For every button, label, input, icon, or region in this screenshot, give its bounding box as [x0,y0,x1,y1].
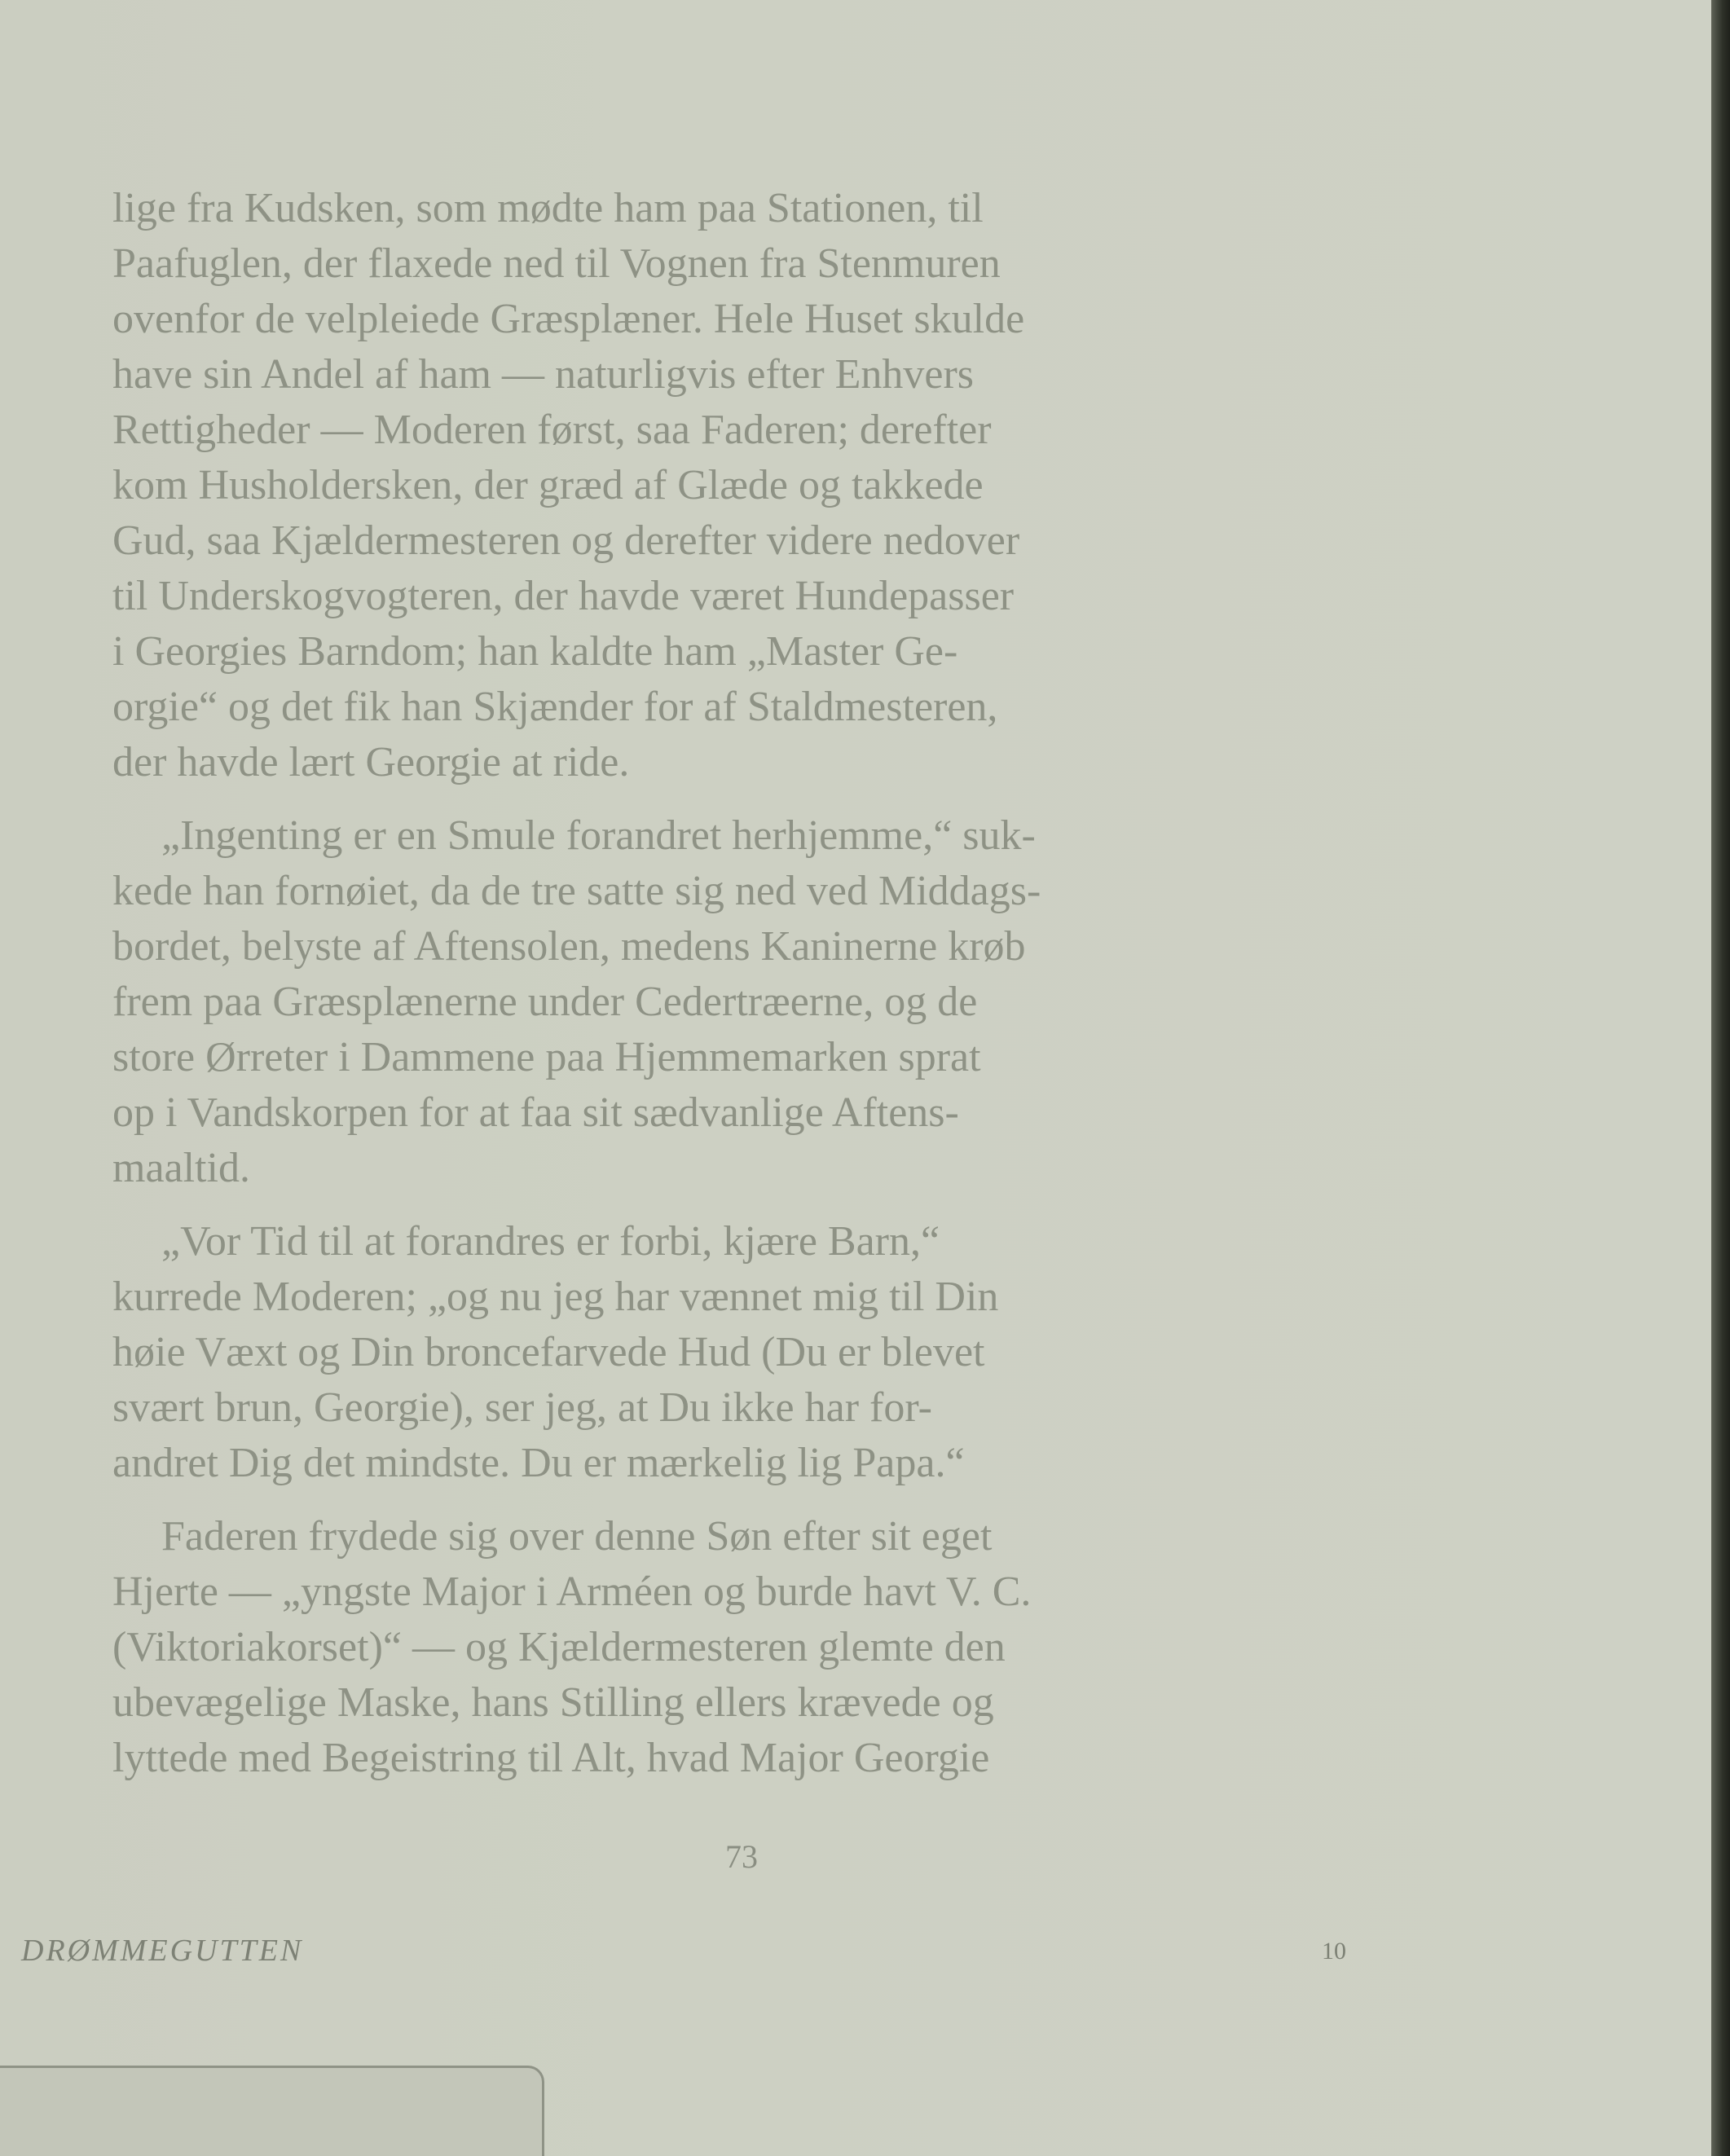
body-text [112,181,1348,1786]
text-line: bordet, belyste af Aftensolen, medens Kaninerne krøb [112,923,1026,970]
paragraph-1 [112,181,1348,790]
text-line: kom Husholdersken, der græd af Glæde og takkede [112,462,984,508]
text-line: Faderen frydede sig over denne Søn efter sit eget [161,1513,993,1560]
page-number: 73 [725,1838,758,1875]
text-line: Rettigheder — Moderen først, saa Faderen; derefter [112,407,992,453]
text-line: lyttede med Begeistring til Alt, hvad Major Georgie [112,1735,990,1781]
text-line: frem paa Græsplænerne under Cedertræerne, og de [112,979,978,1025]
paragraph-gap [112,790,1348,808]
page-edge-shadow [1711,0,1730,2156]
text-line: der havde lært Georgie at ride. [112,739,630,785]
text-line: orgie“ og det fik han Skjænder for af Staldmesteren, [112,684,998,730]
text-line: ubevægelige Maske, hans Stilling ellers krævede og [112,1679,994,1726]
text-line: Hjerte — „yngste Major i Arméen og burde havt V. C. [112,1569,1032,1615]
text-line: i Georgies Barndom; han kaldte ham „Master Ge- [112,628,958,675]
text-line: andret Dig det mindste. Du er mærkelig lig Papa.“ [112,1440,965,1486]
text-line: have sin Andel af ham — naturligvis efter Enhvers [112,351,975,398]
text-line: „Ingenting er en Smule forandret herhjemme,“ suk- [161,812,1036,859]
paragraph-gap [112,1491,1348,1509]
signature-mark: 10 [1322,1938,1346,1965]
text-line: kurrede Moderen; „og nu jeg har vænnet mig til Din [112,1274,999,1320]
text-line: ovenfor de velpleiede Græsplæner. Hele Huset skulde [112,296,1025,342]
text-line: „Vor Tid til at forandres er forbi, kjære Barn,“ [161,1218,940,1265]
text-line: lige fra Kudsken, som mødte ham paa Stationen, til [112,185,984,231]
text-line: høie Væxt og Din broncefarvede Hud (Du er blevet [112,1329,985,1375]
paragraph-4 [112,1509,1348,1786]
text-line: svært brun, Georgie), ser jeg, at Du ikke har for- [112,1384,932,1431]
text-line: Gud, saa Kjældermesteren og derefter videre nedover [112,517,1020,564]
text-line: store Ørreter i Dammene paa Hjemmemarken sprat [112,1034,981,1080]
text-line: maaltid. [112,1145,250,1191]
text-line: op i Vandskorpen for at faa sit sædvanlige Aftens- [112,1089,959,1136]
text-line: til Underskogvogteren, der havde været Hundepasser [112,573,1015,619]
book-title-footer: DRØMMEGUTTEN [21,1934,304,1968]
text-line: Paafuglen, der flaxede ned til Vognen fra Stenmuren [112,240,1001,287]
paragraph-gap [112,1196,1348,1214]
text-line: (Viktoriakorset)“ — og Kjældermesteren glemte den [112,1624,1006,1670]
paragraph-2 [112,808,1348,1196]
text-line: kede han fornøiet, da de tre satte sig ned ved Middags- [112,868,1041,914]
page-tab [0,2066,544,2156]
paragraph-3 [112,1214,1348,1491]
